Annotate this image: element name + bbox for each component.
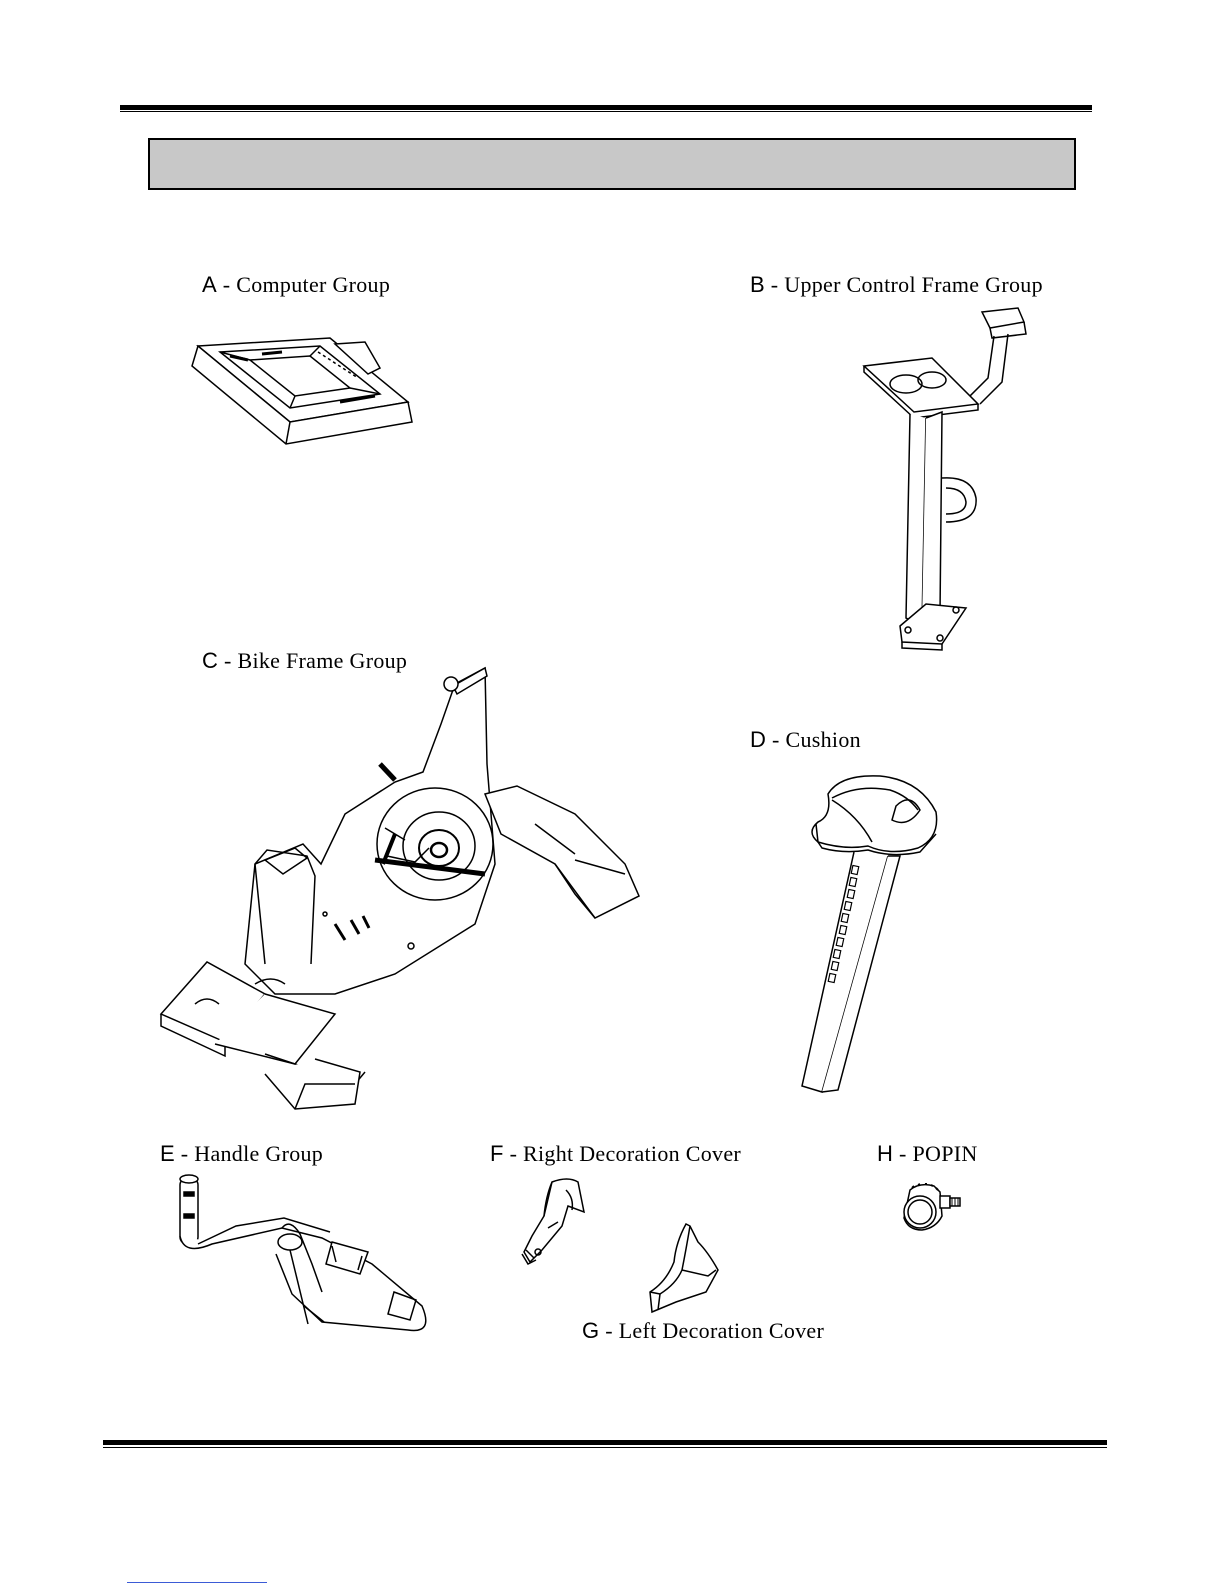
bike-frame-icon [155,664,640,1109]
part-label-c: C - Bike Frame Group [202,648,408,673]
right-cover-icon [518,1176,588,1266]
part-label-g: G - Left Decoration Cover [582,1318,825,1343]
part-label-f: F - Right Decoration Cover [490,1141,742,1166]
top-rule-thin [120,111,1092,112]
footer-link-underline [127,1582,267,1583]
handlebar-icon [172,1174,434,1338]
popin-knob-icon [898,1182,964,1236]
computer-console-icon [190,338,420,450]
top-rule [120,105,1092,110]
part-label-d: D - Cushion [750,727,861,752]
section-header-box [148,138,1076,190]
left-cover-icon [646,1222,722,1316]
part-label-h: H - POPIN [877,1141,978,1166]
bottom-rule [103,1440,1107,1445]
seat-cushion-icon [798,772,942,1096]
part-label-a: A - Computer Group [202,272,391,297]
part-label-e: E - Handle Group [160,1141,324,1166]
bottom-rule-thin [103,1447,1107,1448]
upper-frame-icon [862,308,1034,653]
part-label-b: B - Upper Control Frame Group [750,272,1043,297]
